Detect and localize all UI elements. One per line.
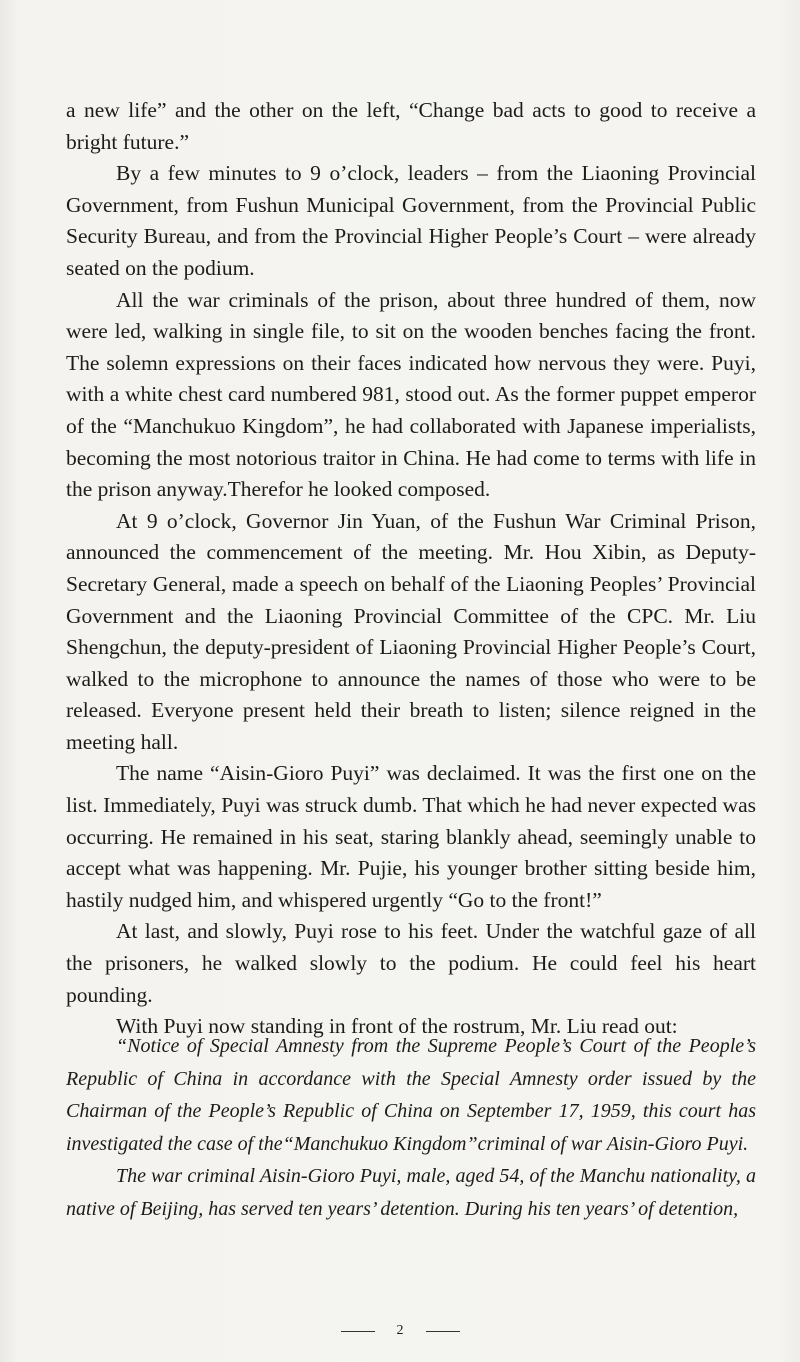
paragraph-2: By a few minutes to 9 o’clock, leaders – from the Liaoning Provincial Government, from Fushun Municipal Government, from the Provincial Public Security Bureau, and from the Provincial Higher People’s Court – were already seated on the podium. — [66, 161, 756, 280]
page-number: 2 — [396, 1323, 404, 1338]
footer-rule-left — [341, 1331, 375, 1332]
paragraph-6: At last, and slowly, Puyi rose to his feet. Under the watchful gaze of all the prisoners, he walked slowly to the podium. He could feel his heart pounding. — [66, 919, 756, 1007]
body-text — [66, 95, 756, 1043]
amnesty-notice — [66, 1030, 756, 1225]
notice-paragraph-1: “Notice of Special Amnesty from the Supreme People’s Court of the People’s Republic of China in accordance with the Special Amnesty order issued by the Chairman of the People’s Republic of China on September 17, 1959, this court has investigated the case of the“Manchukuo Kingdom”criminal of war Aisin-Gioro Puyi. — [66, 1035, 756, 1155]
paragraph-5: The name “Aisin-Gioro Puyi” was declaimed. It was the first one on the list. Immediately, Puyi was struck dumb. That which he had never expected was occurring. He remained in his seat, staring blankly ahead, seemingly unable to accept what was happening. Mr. Pujie, his younger brother sitting beside him, hastily nudged him, and whispered urgently “Go to the front!” — [66, 761, 756, 912]
paragraph-3: All the war criminals of the prison, about three hundred of them, now were led, walking in single file, to sit on the wooden benches facing the front. The solemn expressions on their faces indicated how nervous they were. Puyi, with a white chest card numbered 981, stood out. As the former puppet emperor of the “Manchukuo Kingdom”, he had collaborated with Japanese imperialists, becoming the most notorious traitor in China. He had come to terms with life in the prison anyway.Therefor he looked composed. — [66, 287, 756, 502]
paragraph-4: At 9 o’clock, Governor Jin Yuan, of the Fushun War Criminal Prison, announced the commencement of the meeting. Mr. Hou Xibin, as Deputy-Secretary General, made a speech on behalf of the Liaoning Peoples’ Provincial Government and the Liaoning Provincial Committee of the CPC. Mr. Liu Shengchun, the deputy-president of Liaoning Provincial Higher People’s Court, walked to the microphone to announce the names of those who were to be released. Everyone present held their breath to listen; silence reigned in the meeting hall. — [66, 508, 756, 754]
page-footer — [0, 1323, 800, 1339]
footer-rule-right — [426, 1331, 460, 1332]
paragraph-1: a new life” and the other on the left, “Change bad acts to good to receive a bright future.” — [66, 98, 756, 154]
notice-paragraph-2: The war criminal Aisin-Gioro Puyi, male, aged 54, of the Manchu nationality, a native of Beijing, has served ten years’ detention. During his ten years’ of detention, — [66, 1165, 756, 1220]
paragraph-7: With Puyi now standing in front of the rostrum, Mr. Liu read out: — [116, 1014, 678, 1039]
